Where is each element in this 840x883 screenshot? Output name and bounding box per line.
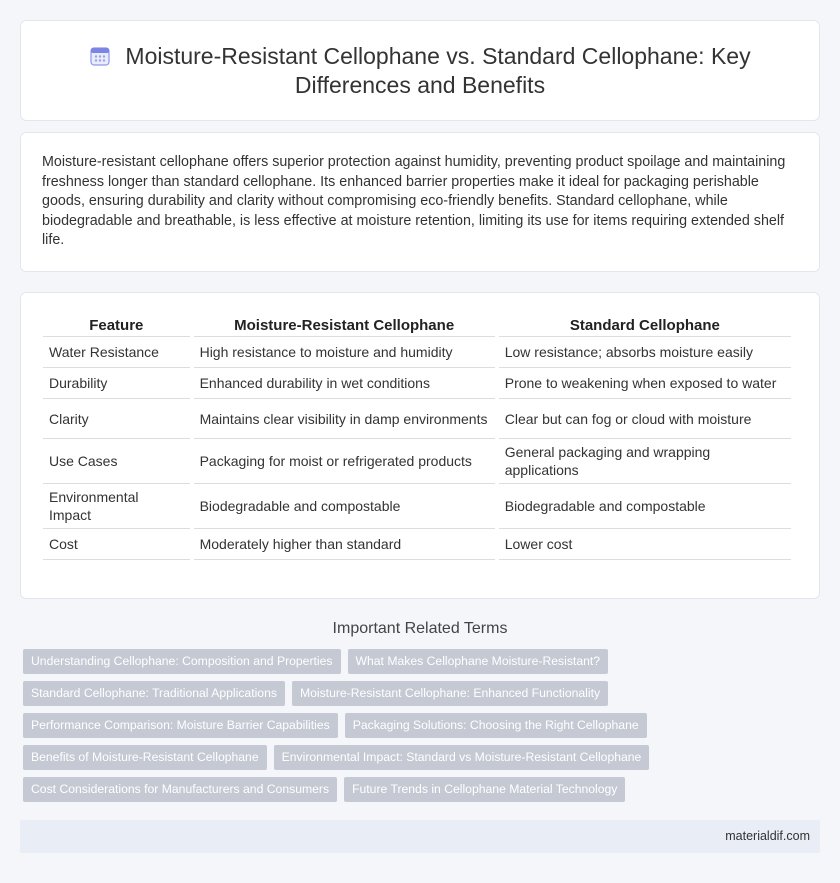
header-moisture-resistant: Moisture-Resistant Cellophane [194, 313, 495, 337]
table-header-row [43, 313, 791, 337]
related-terms-title: Important Related Terms [332, 620, 508, 637]
table-row [43, 368, 791, 399]
table-row [43, 337, 791, 368]
table-cell: Maintains clear visibility in damp environments [194, 399, 495, 439]
related-tag[interactable]: Standard Cellophane: Traditional Applications [23, 681, 285, 706]
intro-card [20, 132, 820, 272]
table-row [43, 529, 791, 560]
table-cell: Lower cost [499, 529, 791, 560]
related-tag[interactable]: Packaging Solutions: Choosing the Right Cellophane [345, 713, 647, 738]
related-tag[interactable]: Environmental Impact: Standard vs Moisture-Resistant Cellophane [274, 745, 650, 770]
page-title-text: Moisture-Resistant Cellophane vs. Standard Cellophane: Key Differences and Benefits [125, 42, 751, 98]
table-cell: Low resistance; absorbs moisture easily [499, 337, 791, 368]
table-cell: Durability [43, 368, 190, 399]
related-tag[interactable]: Understanding Cellophane: Composition and Properties [23, 649, 341, 674]
table-cell: Biodegradable and compostable [194, 484, 495, 529]
table-row [43, 439, 791, 484]
related-tags [20, 649, 820, 802]
related-tag[interactable]: Benefits of Moisture-Resistant Cellophane [23, 745, 267, 770]
related-tag[interactable]: What Makes Cellophane Moisture-Resistant? [348, 649, 609, 674]
related-tag[interactable]: Moisture-Resistant Cellophane: Enhanced Functionality [292, 681, 608, 706]
table-cell: Environmental Impact [43, 484, 190, 529]
table-row [43, 484, 791, 529]
table-cell: General packaging and wrapping applications [499, 439, 791, 484]
table-cell: Clarity [43, 399, 190, 439]
table-cell: High resistance to moisture and humidity [194, 337, 495, 368]
table-cell: Clear but can fog or cloud with moisture [499, 399, 791, 439]
calendar-icon [89, 45, 111, 67]
table-cell: Water Resistance [43, 337, 190, 368]
header-standard: Standard Cellophane [499, 313, 791, 337]
comparison-card [20, 292, 820, 599]
title-card [20, 20, 820, 121]
header-feature: Feature [43, 313, 190, 337]
intro-paragraph: Moisture-resistant cellophane offers superior protection against humidity, preventing product spoilage and maintaining freshness longer than standard cellophane. Its enhanced barrier properties make it ideal for packaging perishable goods, ensuring durability and clarity without compromising eco-friendly benefits. Standard cellophane, while biodegradable and breathable, is less effective at moisture retention, limiting its use for items requiring extended shelf life. [42, 154, 786, 249]
related-terms-section [20, 620, 820, 802]
comparison-table [39, 313, 795, 560]
table-cell: Moderately higher than standard [194, 529, 495, 560]
related-tag[interactable]: Future Trends in Cellophane Material Technology [344, 777, 625, 802]
related-tag[interactable]: Performance Comparison: Moisture Barrier Capabilities [23, 713, 338, 738]
footer [20, 820, 820, 853]
table-row [43, 399, 791, 439]
table-cell: Biodegradable and compostable [499, 484, 791, 529]
table-cell: Use Cases [43, 439, 190, 484]
table-cell: Enhanced durability in wet conditions [194, 368, 495, 399]
table-cell: Cost [43, 529, 190, 560]
page-title [61, 42, 779, 100]
related-tag[interactable]: Cost Considerations for Manufacturers and Consumers [23, 777, 337, 802]
table-cell: Packaging for moist or refrigerated products [194, 439, 495, 484]
footer-site[interactable]: materialdif.com [725, 829, 810, 843]
table-cell: Prone to weakening when exposed to water [499, 368, 791, 399]
